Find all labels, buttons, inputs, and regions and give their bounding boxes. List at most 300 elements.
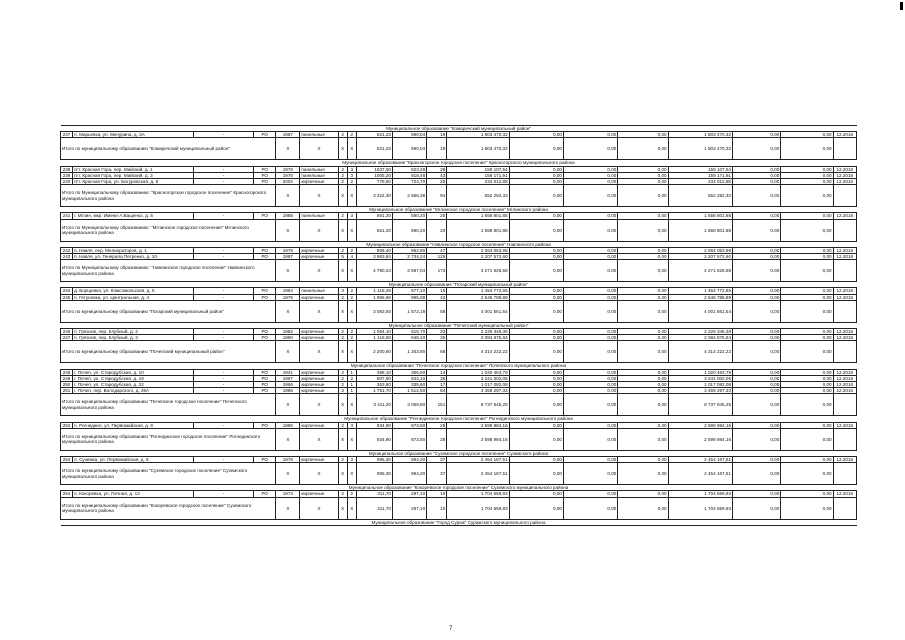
total-area_living: 894,20 [392,463,426,485]
cell-fund_regional: 0,00 [563,388,617,394]
cell-fund_owners: 2 084 875,84 [668,335,732,341]
total-label: Итого по Муниципальному образованию: "Красногорское городское поселение" Красногорского муниципального района [61,185,276,207]
cell-contrib: 0,00 [733,375,781,381]
cell-residents: 20 [427,213,447,219]
total-year: Х [276,463,300,485]
cell-date: 12.2016 [833,457,856,463]
total-walls: Х [300,300,338,322]
cell-floors: 3 [338,288,347,294]
cell-area_living: 297,10 [392,491,426,497]
cell-fund_local: 0,00 [618,247,668,253]
cell-fund_local: 0,00 [618,329,668,335]
total-date [833,300,856,322]
cell-entrances: 1 [347,388,356,394]
section-title: Муниципальное образование "Кокоревское городское поселение" Суземского муниципального района [61,485,857,491]
cell-dash: - [193,422,253,428]
cell-address: г. Почеп, пер. Володарского, д. 26А [73,388,194,394]
cell-fund_local: 0,00 [618,375,668,381]
cell-dash: - [193,369,253,375]
page-number: 7 [449,626,453,632]
cell-cost_total: 2 546 788,89 [447,294,509,300]
total-fund_owners: 4 314 222,22 [668,341,732,363]
total-fund_other: 0,00 [781,341,833,363]
cell-dash: - [193,288,253,294]
total-fund_state: 0,00 [509,219,563,241]
total-year: Х [276,300,300,322]
cell-floors: 3 [338,388,347,394]
cell-ro: РО [254,369,276,375]
total-entrances: Х [347,463,356,485]
total-fund_regional: 0,00 [563,394,617,416]
cell-address: п. Грязнов, пер. Клубный, д. 2 [73,329,194,335]
total-fund_local: 0,00 [618,428,668,450]
cell-date: 12.2016 [833,179,856,185]
cell-fund_other: 0,00 [781,491,833,497]
cell-n: 254 [61,491,73,497]
cell-fund_owners: 1 704 659,93 [668,491,732,497]
cell-fund_regional: 0,00 [563,422,617,428]
total-fund_owners: 1 658 801,88 [668,219,732,241]
cell-fund_local: 0,00 [618,288,668,294]
total-floors: Х [338,463,347,485]
cell-fund_local: 0,00 [618,335,668,341]
total-residents: 68 [427,341,447,363]
cell-contrib: 0,00 [733,335,781,341]
cell-year: 1990 [276,335,300,341]
total-contrib: 0,00 [733,219,781,241]
total-row [61,341,857,363]
cell-year: 1976 [276,172,300,178]
cell-residents: 10 [427,491,447,497]
cell-year: 1987 [276,254,300,260]
total-fund_other: 0,00 [781,219,833,241]
cell-cost_total: 2 454 167,51 [447,457,509,463]
total-fund_other: 0,00 [781,463,833,485]
total-cost_total: 2 598 984,16 [447,428,509,450]
cell-fund_state: 0,00 [509,166,563,172]
cell-n: 244 [61,288,73,294]
section-title: Муниципальное образование "Почепское городское поселение" Почепского муниципального района [61,363,857,369]
cell-cost_total: 2 598 984,16 [447,422,509,428]
cell-n: 245 [61,294,73,300]
total-date [833,497,856,519]
total-walls: Х [300,463,338,485]
cell-dash: - [193,388,253,394]
cell-fund_state: 0,00 [509,375,563,381]
total-fund_state: 0,00 [509,300,563,322]
cell-fund_regional: 0,00 [563,329,617,335]
cell-area_total: 1 116,50 [356,335,392,341]
total-walls: Х [300,428,338,450]
cell-fund_other: 0,00 [781,172,833,178]
total-date [833,394,856,416]
total-entrances: Х [347,185,356,207]
total-date [833,185,856,207]
cell-fund_local: 0,00 [618,172,668,178]
cell-fund_other: 0,00 [781,329,833,335]
section-title: Муниципальное образование "Комаричский муниципальный район" [61,126,857,132]
cell-dash: - [193,247,253,253]
cell-area_total: 353,60 [356,382,392,388]
total-entrances: Х [347,428,356,450]
total-fund_other: 0,00 [781,394,833,416]
cell-contrib: 0,00 [733,294,781,300]
cell-fund_other: 0,00 [781,422,833,428]
total-fund_state: 0,00 [509,497,563,519]
cell-floors: 2 [338,132,347,138]
section-title: Муниципальное образование "Суземское городское поселение" Суземского района [61,450,857,456]
cell-contrib: 0,00 [733,382,781,388]
total-residents: 10 [427,497,447,519]
total-walls: Х [300,497,338,519]
cell-dash: - [193,457,253,463]
total-contrib: 0,00 [733,497,781,519]
cell-contrib: 0,00 [733,288,781,294]
total-fund_state: 0,00 [509,260,563,282]
total-area_total: 995,30 [356,463,392,485]
total-fund_local: 0,00 [618,394,668,416]
total-year: Х [276,497,300,519]
cell-fund_local: 0,00 [618,213,668,219]
cell-address: пгт. Красная Гора, пер. Майский, д. 3 [73,172,194,178]
cell-n: 253 [61,457,73,463]
cell-year: 1976 [276,247,300,253]
cell-residents: 36 [427,375,447,381]
cell-fund_owners: 2 454 167,51 [668,457,732,463]
cell-area_total: 1 084,10 [356,329,392,335]
total-entrances: Х [347,260,356,282]
total-fund_other: 0,00 [781,428,833,450]
cell-address: пгт. Красная Гора, пер. Майский, д. 1 [73,166,194,172]
total-entrances: Х [347,138,356,160]
cell-date: 12.2016 [833,335,856,341]
total-cost_total: 4 271 626,58 [447,260,509,282]
cell-date: 12.2016 [833,382,856,388]
section-header [61,519,857,525]
total-label: Итого по муниципальному образованию "Рогнединское городское поселение" Рогнединского муниципального района [61,428,276,450]
cell-address: п. Рогнедино, ул. Первомайская, д. 9 [73,422,194,428]
total-fund_local: 0,00 [618,185,668,207]
cell-area_total: 806,40 [356,247,392,253]
cell-ro: РО [254,288,276,294]
cell-walls: кирпичные [300,294,338,300]
cell-address: п. Кокоревка, ул. Печная, д. 13 [73,491,194,497]
total-fund_local: 0,00 [618,219,668,241]
cell-fund_local: 0,00 [618,382,668,388]
cell-walls: кирпичные [300,422,338,428]
cell-contrib: 0,00 [733,457,781,463]
cell-walls: кирпичные [300,179,338,185]
cell-address: д. Борщевка, ул. Комсомольская, д. 5 [73,288,194,294]
total-date [833,428,856,450]
cell-dash: - [193,166,253,172]
total-cost_total: 8 737 845,25 [447,394,509,416]
total-area_living: 590,20 [392,219,426,241]
cell-fund_regional: 0,00 [563,288,617,294]
cell-fund_state: 0,00 [509,422,563,428]
cell-area_total: 1 751,70 [356,388,392,394]
cell-floors: 2 [338,422,347,428]
total-walls: Х [300,260,338,282]
total-row [61,497,857,519]
cell-dash: - [193,375,253,381]
total-cost_total: 4 001 561,54 [447,300,509,322]
cell-fund_local: 0,00 [618,254,668,260]
cell-entrances: 2 [347,247,356,253]
cell-date: 12.2016 [833,247,856,253]
cell-area_total: 779,50 [356,179,392,185]
cell-fund_regional: 0,00 [563,247,617,253]
cell-entrances: 2 [347,179,356,185]
cell-address: г. Мглин, мкр. Имени А.Ващенко, д. 5 [73,213,194,219]
cell-contrib: 0,00 [733,179,781,185]
cell-fund_local: 0,00 [618,457,668,463]
cell-fund_local: 0,00 [618,132,668,138]
cell-address: г. Почеп, ул. Стародубская, д. 10 [73,369,194,375]
total-cost_total: 1 658 801,88 [447,219,509,241]
cell-date: 12.2016 [833,288,856,294]
cell-area_total: 661,20 [356,213,392,219]
cell-residents: 28 [427,422,447,428]
cell-area_living: 615,70 [392,329,426,335]
cell-entrances: 3 [347,457,356,463]
cell-n: 242 [61,247,73,253]
cell-entrances: 2 [347,132,356,138]
cell-walls: кирпичные [300,457,338,463]
cell-ro: РО [254,329,276,335]
cell-fund_state: 0,00 [509,457,563,463]
cell-fund_regional: 0,00 [563,179,617,185]
cell-entrances: 2 [347,288,356,294]
total-area_living: 873,50 [392,428,426,450]
cell-entrances: 2 [347,375,356,381]
cell-address: п. Грязнов, пер. Клубный, д. 3 [73,335,194,341]
total-label: Итого по муниципальному образованию "Погарский муниципальный район" [61,300,276,322]
cell-walls: кирпичные [300,491,338,497]
total-area_total: 3 322,30 [356,185,392,207]
total-residents: 94 [427,185,447,207]
cell-area_total: 1 965,66 [356,294,392,300]
cell-floors: 2 [338,329,347,335]
cell-fund_regional: 0,00 [563,132,617,138]
cell-date: 12.2016 [833,172,856,178]
cell-floors: 2 [338,335,347,341]
cell-area_living: 823,28 [392,166,426,172]
total-date [833,463,856,485]
cell-walls: кирпичные [300,388,338,394]
cell-ro: РО [254,335,276,341]
total-contrib: 0,00 [733,260,781,282]
total-contrib: 0,00 [733,185,781,207]
total-fund_regional: 0,00 [563,260,617,282]
cell-area_total: 907,90 [356,375,392,381]
total-label: Итого по муниципальному образованию "Кокоревское городское поселение" Суземского муниципального района [61,497,276,519]
cell-floors: 2 [338,172,347,178]
cell-n: 241 [61,213,73,219]
cell-date: 12.2016 [833,329,856,335]
cell-area_total: 1537,60 [356,166,392,172]
total-floors: Х [338,394,347,416]
total-area_total: 661,20 [356,219,392,241]
total-area_total: 3 411,20 [356,394,392,416]
total-area_total: 934,90 [356,428,392,450]
cell-contrib: 0,00 [733,369,781,375]
cell-address: п. Марьевка, ул. Мичурина, д. 3А [73,132,194,138]
total-floors: Х [338,185,347,207]
total-fund_state: 0,00 [509,428,563,450]
cell-fund_owners: 159 171,91 [668,172,732,178]
total-date [833,260,856,282]
total-entrances: Х [347,394,356,416]
cell-floors: 2 [338,457,347,463]
cell-fund_owners: 3 459 297,33 [668,388,732,394]
total-entrances: Х [347,341,356,363]
total-fund_owners: 8 737 845,25 [668,394,732,416]
cell-cost_total: 159 107,54 [447,166,509,172]
total-date [833,219,856,241]
cell-ro: РО [254,382,276,388]
cell-fund_local: 0,00 [618,166,668,172]
cell-fund_owners: 1 803 470,32 [668,132,732,138]
cell-entrances: 3 [347,172,356,178]
cell-walls: кирпичные [300,375,338,381]
cell-year: 1941 [276,369,300,375]
total-fund_state: 0,00 [509,138,563,160]
cell-fund_owners: 1 020 463,79 [668,369,732,375]
cell-fund_state: 0,00 [509,388,563,394]
total-fund_regional: 0,00 [563,341,617,363]
cell-cost_total: 2 064 053,98 [447,247,509,253]
cell-fund_state: 0,00 [509,382,563,388]
cell-fund_other: 0,00 [781,254,833,260]
total-fund_local: 0,00 [618,300,668,322]
total-area_total: 4 790,24 [356,260,392,282]
total-fund_regional: 0,00 [563,300,617,322]
cell-floors: 2 [338,491,347,497]
cell-n: 243 [61,254,73,260]
cell-dash: - [193,172,253,178]
cell-ro: РО [254,166,276,172]
total-floors: Х [338,260,347,282]
section-title: Муниципальное образование "Мглинское городское поселение" Мглинского района [61,207,857,213]
total-fund_regional: 0,00 [563,219,617,241]
cell-floors: 2 [338,179,347,185]
cell-n: 251 [61,388,73,394]
total-cost_total: 4 314 222,22 [447,341,509,363]
cell-year: 1973 [276,491,300,497]
cell-area_living: 2 734,24 [392,254,426,260]
total-date [833,138,856,160]
total-fund_local: 0,00 [618,341,668,363]
cell-area_living: 648,10 [392,335,426,341]
cell-fund_other: 0,00 [781,369,833,375]
total-contrib: 0,00 [733,138,781,160]
cell-cost_total: 234 012,88 [447,179,509,185]
scan-edge-mark [900,2,903,10]
section-title: Муниципальное образование "Погарский муниципальный район" [61,282,857,288]
total-fund_regional: 0,00 [563,428,617,450]
total-fund_regional: 0,00 [563,185,617,207]
cell-fund_regional: 0,00 [563,491,617,497]
cell-fund_other: 0,00 [781,335,833,341]
total-label: Итого по муниципальному образованию "Суземское городское поселение" Суземского муниципального района [61,463,276,485]
cell-walls: кирпичные [300,335,338,341]
total-residents: 151 [427,394,447,416]
total-area_living: 3 597,04 [392,260,426,282]
cell-date: 12.2016 [833,375,856,381]
total-walls: Х [300,138,338,160]
cell-fund_state: 0,00 [509,254,563,260]
cell-fund_state: 0,00 [509,213,563,219]
cell-cost_total: 3 241 002,05 [447,375,509,381]
cell-fund_state: 0,00 [509,335,563,341]
total-contrib: 0,00 [733,341,781,363]
cell-cost_total: 1 704 659,93 [447,491,509,497]
cell-fund_owners: 159 107,54 [668,166,732,172]
cell-entrances: 1 [347,369,356,375]
cell-ro: РО [254,375,276,381]
cell-area_living: 844,10 [392,375,426,381]
cell-area_total: 311,70 [356,491,392,497]
cell-residents: 35 [427,335,447,341]
cell-fund_local: 0,00 [618,491,668,497]
cell-residents: 126 [427,254,447,260]
cell-dash: - [193,382,253,388]
cell-area_living: 590,04 [392,132,426,138]
cell-floors: 2 [338,213,347,219]
cell-area_total: 3 983,84 [356,254,392,260]
total-fund_other: 0,00 [781,300,833,322]
total-cost_total: 2 454 167,51 [447,463,509,485]
cell-area_living: 1 512,50 [392,388,426,394]
cell-ro: РО [254,213,276,219]
cell-contrib: 0,00 [733,422,781,428]
cell-residents: 28 [427,166,447,172]
cell-contrib: 0,00 [733,132,781,138]
cell-dash: - [193,335,253,341]
total-walls: Х [300,185,338,207]
total-row [61,219,857,241]
cell-n: 239 [61,172,73,178]
cell-address: г. Почеп, ул. Стародубская, д. 19 [73,375,194,381]
total-area_living: 2 566,38 [392,185,426,207]
cell-year: 1987 [276,132,300,138]
cell-residents: 25 [427,179,447,185]
cell-area_living: 873,50 [392,422,426,428]
cell-floors: 2 [338,375,347,381]
cell-fund_regional: 0,00 [563,375,617,381]
total-fund_other: 0,00 [781,138,833,160]
cell-date: 12.2016 [833,213,856,219]
cell-fund_regional: 0,00 [563,335,617,341]
cell-ro: РО [254,179,276,185]
cell-area_living: 590,20 [392,213,426,219]
total-walls: Х [300,394,338,416]
cell-floors: 2 [338,166,347,172]
total-contrib: 0,00 [733,300,781,322]
total-residents: 58 [427,300,447,322]
cell-entrances: 1 [347,382,356,388]
cell-entrances: 2 [347,335,356,341]
cell-address: п. Навля, пер. Мелиораторов, д. 1 [73,247,194,253]
cell-entrances: 3 [347,213,356,219]
cell-fund_owners: 1 454 772,65 [668,288,732,294]
section-title: Муниципальное образование "Навлинское городское поселение" Навлинского района [61,241,857,247]
cell-year: 1984 [276,288,300,294]
cell-walls: кирпичные [300,254,338,260]
total-fund_local: 0,00 [618,260,668,282]
total-year: Х [276,428,300,450]
